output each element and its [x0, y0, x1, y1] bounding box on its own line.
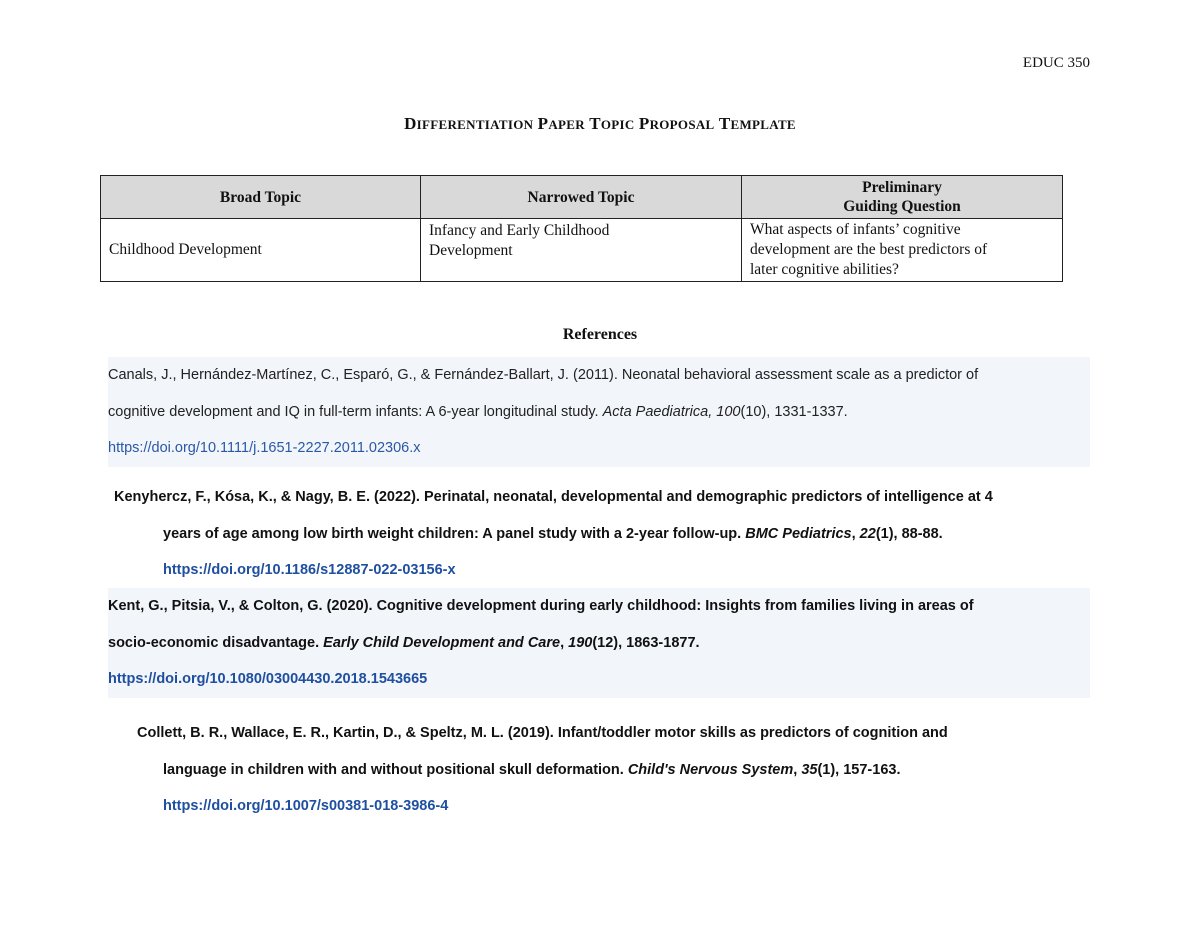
journal-volume: 100 [716, 403, 741, 420]
reference-line [137, 788, 1087, 825]
table-row [101, 219, 1063, 282]
reference-pages: (12), 1863-1877. [592, 634, 700, 651]
reference-line: Collett, B. R., Wallace, E. R., Kartin, D., & Speltz, M. L. (2019). Infant/toddler motor skills as predictors of cognition and [137, 725, 948, 741]
journal-name: BMC Pediatrics [745, 525, 852, 542]
reference-line [108, 661, 1090, 698]
journal-volume: 35 [801, 761, 818, 778]
reference-sep: , [851, 525, 860, 542]
journal-volume: 22 [859, 525, 876, 542]
table-header-row [101, 176, 1063, 219]
reference-text: language in children with and without positional skull deformation. [163, 761, 628, 778]
cell-line: Infancy and Early Childhood [429, 222, 610, 239]
reference-pages: (1), 157-163. [817, 761, 901, 778]
reference-line [108, 625, 1090, 662]
course-code: EDUC 350 [1022, 55, 1090, 71]
title-cap: T [718, 114, 731, 133]
reference-text: socio-economic disadvantage. [108, 634, 324, 651]
reference-text: years of age among low birth weight children: A panel study with a 2-year follow-up. [163, 525, 746, 542]
reference-item [114, 479, 1094, 589]
title-rest: ROPOSAL [649, 117, 715, 132]
topic-table [100, 175, 1063, 282]
header-broad-topic: Broad Topic [101, 176, 421, 219]
doi-link[interactable]: https://doi.org/10.1007/s00381-018-3986-4 [163, 798, 449, 814]
journal-volume: 190 [568, 634, 593, 651]
reference-line: Canals, J., Hernández-Martínez, C., Esparó, G., & Fernández-Ballart, J. (2011). Neonatal behavioral assessment scale as a predictor of [108, 367, 979, 383]
cell-narrowed-topic [421, 219, 742, 282]
reference-line [108, 394, 1090, 431]
reference-sep: , [560, 634, 569, 651]
reference-line [137, 752, 1087, 789]
cell-broad-topic: Childhood Development [101, 219, 421, 282]
cell-line: later cognitive abilities? [750, 261, 899, 278]
cell-line: development are the best predictors of [750, 241, 988, 258]
reference-line [114, 516, 1094, 553]
reference-pages: (1), 88-88. [875, 525, 943, 542]
header-question-line: Guiding Question [843, 198, 961, 215]
title-cap: T [589, 114, 601, 133]
title-rest: OPIC [600, 117, 635, 132]
reference-text: cognitive development and IQ in full-term infants: A 6-year longitudinal study. [108, 403, 603, 420]
reference-pages: (10), 1331-1337. [740, 403, 848, 420]
reference-line: Kent, G., Pitsia, V., & Colton, G. (2020). Cognitive development during early childhood: Insights from families living in areas of [108, 598, 974, 614]
header-question-line: Preliminary [862, 179, 942, 196]
reference-line [108, 430, 1090, 467]
reference-line [114, 552, 1094, 589]
reference-item [108, 588, 1090, 698]
page-title [0, 114, 1200, 134]
reference-line: Kenyhercz, F., Kósa, K., & Nagy, B. E. (2022). Perinatal, neonatal, developmental and demographic predictors of intelligence at 4 [114, 489, 993, 505]
title-cap: P [638, 114, 650, 133]
header-narrowed-topic: Narrowed Topic [421, 176, 742, 219]
doi-link[interactable]: https://doi.org/10.1186/s12887-022-03156-x [163, 562, 456, 578]
doi-link[interactable]: https://doi.org/10.1080/03004430.2018.1543665 [108, 671, 428, 687]
journal-name: Child's Nervous System [627, 761, 794, 778]
title-cap: D [404, 114, 417, 133]
title-rest: EMPLATE [730, 117, 796, 132]
reference-sep: , [793, 761, 802, 778]
reference-item [108, 357, 1090, 467]
title-rest: APER [548, 117, 585, 132]
cell-guiding-question [742, 219, 1063, 282]
title-cap: P [537, 114, 549, 133]
reference-item [137, 715, 1087, 825]
title-rest: IFFERENTIATION [416, 117, 534, 132]
journal-name: Acta Paediatrica, [602, 403, 713, 420]
doi-link[interactable]: https://doi.org/10.1111/j.1651-2227.2011.02306.x [108, 440, 421, 456]
cell-line: What aspects of infants’ cognitive [750, 221, 961, 238]
references-heading: References [562, 326, 638, 343]
journal-name: Early Child Development and Care [323, 634, 561, 651]
cell-line: Development [429, 242, 513, 259]
header-guiding-question [742, 176, 1063, 219]
